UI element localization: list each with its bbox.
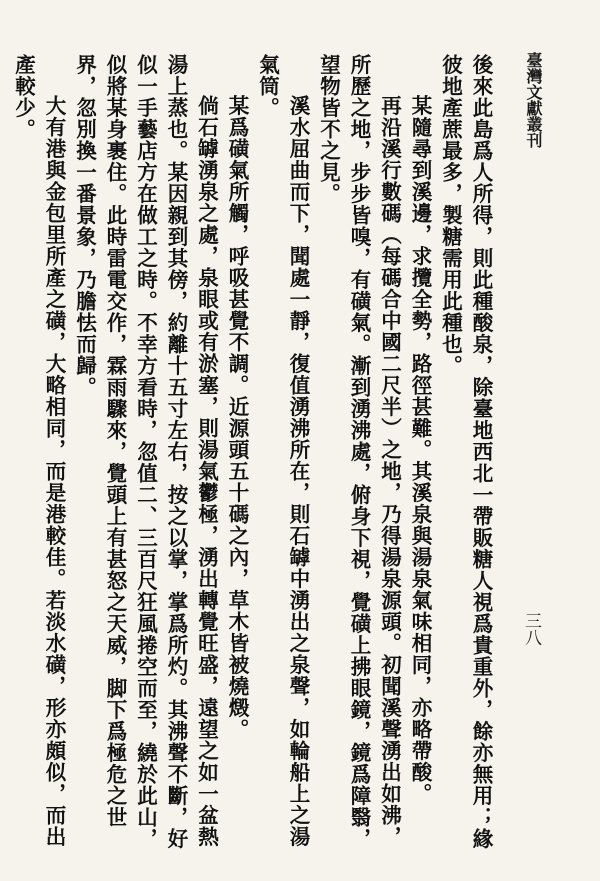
paragraph: 後來此島爲人所得，則此種酸泉，除臺地西北一帶販糖人視爲貴重外，餘亦無用；緣彼地產蔗最多，製糖需用此種也。	[438, 54, 493, 850]
paragraph: 溪水屈曲而下，聞處一靜，復值湧沸所在，則石罅中湧出之泉聲，如輪船上之湯氣筒。	[255, 54, 310, 848]
paragraph: 再沿溪行數碼（每碼合中國二尺半）之地，乃得湯泉源頭。初聞溪聲湧出如沸，所歷之地，步步皆嗅，有磺氣。漸到湧沸處，俯身下視，覺磺上拂眼鏡，鏡爲障翳，望物皆不之見。	[316, 54, 402, 850]
paragraph: 某隨尋到溪邊，求攬全勢，路徑甚難。其溪泉與湯泉氣味相同，亦略帶酸。	[408, 95, 432, 805]
paragraph: 大有港與金包里所產之磺，大略相同，而是港較佳。若淡水磺，形亦頗似，而出產較少。	[11, 54, 66, 848]
running-header: 臺灣文獻叢刊	[524, 52, 543, 148]
paragraph: 倘石罅湧泉之處，泉眼或有淤塞，則湯氣鬱極，湧出轉覺旺盛，遠望之如一盆熱湯上蒸也。某因親到其傍，約離十五寸左右，按之以掌，掌爲所灼。其沸聲不斷，好似一手藝店方在做工之時。不幸方看時，忽值二、三百尺狂風捲空而至，繞於此山，似將某身裹住。此時雷電交作，霖雨驟來，覺頭上有甚怒之天威，脚下爲極危之世界，忽別換一番景象，乃膽怯而歸。	[72, 54, 219, 850]
paragraph: 某爲磺氣所觸，呼吸甚覺不調。近源頭五十碼之內，草木皆被燒燬。	[225, 95, 249, 740]
page-number: 三八	[521, 612, 541, 646]
body-text	[11, 54, 496, 854]
